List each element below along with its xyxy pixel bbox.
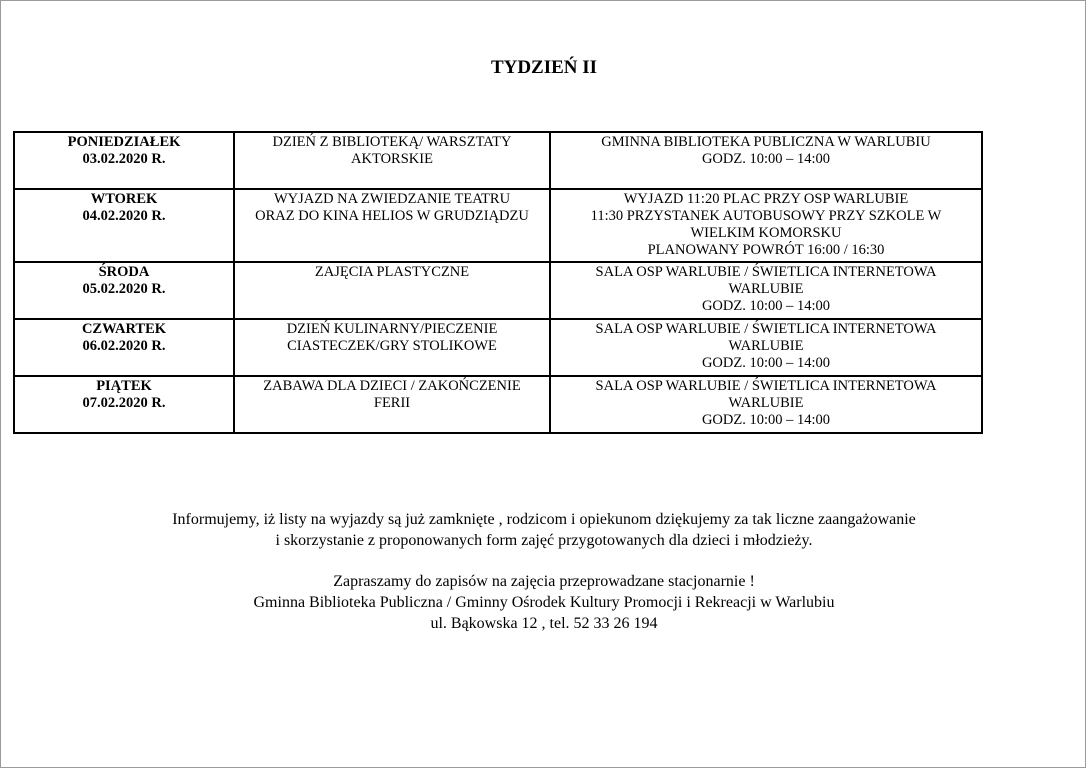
place-line: SALA OSP WARLUBIE / ŚWIETLICA INTERNETOWA — [595, 321, 937, 337]
page-title: TYDZIEŃ II — [490, 57, 598, 78]
activity-line: ZAJĘCIA PLASTYCZNE — [314, 264, 470, 280]
place-line: GODZ. 10:00 – 14:00 — [701, 355, 831, 371]
place-line: SALA OSP WARLUBIE / ŚWIETLICA INTERNETOWA — [595, 378, 937, 394]
activity-line: WYJAZD NA ZWIEDZANIE TEATRU — [273, 191, 511, 207]
place-line: SALA OSP WARLUBIE / ŚWIETLICA INTERNETOWA — [595, 264, 937, 280]
day-name: ŚRODA — [98, 264, 150, 280]
place-line: GODZ. 10:00 – 14:00 — [701, 298, 831, 314]
organization-line: Gminna Biblioteka Publiczna / Gminny Ośrodek Kultury Promocji i Rekreacji w Warlubiu — [253, 594, 835, 611]
place-line: WARLUBIE — [728, 338, 804, 354]
activity-cell — [234, 376, 550, 433]
day-date: 03.02.2020 R. — [82, 151, 166, 167]
table-row — [14, 376, 982, 433]
spacer — [1, 551, 1086, 571]
info-line: i skorzystanie z proponowanych form zajęć przygotowanych dla dzieci i młodzieży. — [275, 532, 813, 549]
day-cell — [14, 319, 234, 376]
place-line: WARLUBIE — [728, 281, 804, 297]
day-cell — [14, 189, 234, 262]
place-line: GMINNA BIBLIOTEKA PUBLICZNA W WARLUBIU — [601, 134, 931, 150]
table-row — [14, 262, 982, 319]
place-cell — [550, 319, 982, 376]
schedule-table — [13, 131, 983, 434]
activity-cell — [234, 262, 550, 319]
day-cell — [14, 262, 234, 319]
invitation-line: Zapraszamy do zapisów na zajęcia przeprowadzane stacjonarnie ! — [333, 573, 755, 590]
day-name: PIĄTEK — [96, 378, 152, 394]
info-line: Informujemy, iż listy na wyjazdy są już zamknięte , rodzicom i opiekunom dziękujemy za tak liczne zaangażowanie — [172, 511, 916, 528]
table-row — [14, 132, 982, 189]
place-cell — [550, 132, 982, 189]
place-line: GODZ. 10:00 – 14:00 — [701, 412, 831, 428]
place-line: GODZ. 10:00 – 14:00 — [701, 151, 831, 167]
day-date: 06.02.2020 R. — [82, 338, 166, 354]
place-cell — [550, 189, 982, 262]
activity-cell — [234, 132, 550, 189]
place-line: PLANOWANY POWRÓT 16:00 / 16:30 — [647, 242, 885, 258]
activity-line: DZIEŃ Z BIBLIOTEKĄ/ WARSZTATY — [272, 134, 512, 150]
activity-line: CIASTECZEK/GRY STOLIKOWE — [287, 338, 497, 354]
activity-cell — [234, 189, 550, 262]
activity-cell — [234, 319, 550, 376]
contact-line: ul. Bąkowska 12 , tel. 52 33 26 194 — [430, 615, 658, 632]
day-date: 04.02.2020 R. — [82, 208, 166, 224]
info-block — [1, 509, 1086, 634]
place-cell — [550, 376, 982, 433]
table-row — [14, 189, 982, 262]
day-cell — [14, 376, 234, 433]
day-date: 05.02.2020 R. — [82, 281, 166, 297]
place-line: 11:30 PRZYSTANEK AUTOBUSOWY PRZY SZKOLE W — [590, 208, 942, 224]
day-cell — [14, 132, 234, 189]
activity-line: AKTORSKIE — [351, 151, 433, 167]
place-cell — [550, 262, 982, 319]
place-line: WYJAZD 11:20 PLAC PRZY OSP WARLUBIE — [623, 191, 909, 207]
activity-line: ORAZ DO KINA HELIOS W GRUDZIĄDZU — [255, 208, 529, 224]
day-name: CZWARTEK — [81, 321, 167, 337]
activity-line: FERII — [373, 395, 411, 411]
activity-line: DZIEŃ KULINARNY/PIECZENIE — [286, 321, 498, 337]
place-line: WARLUBIE — [728, 395, 804, 411]
place-line: WIELKIM KOMORSKU — [690, 225, 842, 241]
day-name: WTOREK — [90, 191, 158, 207]
activity-line: ZABAWA DLA DZIECI / ZAKOŃCZENIE — [263, 378, 521, 394]
day-date: 07.02.2020 R. — [82, 395, 166, 411]
table-row — [14, 319, 982, 376]
day-name: PONIEDZIAŁEK — [67, 134, 181, 150]
